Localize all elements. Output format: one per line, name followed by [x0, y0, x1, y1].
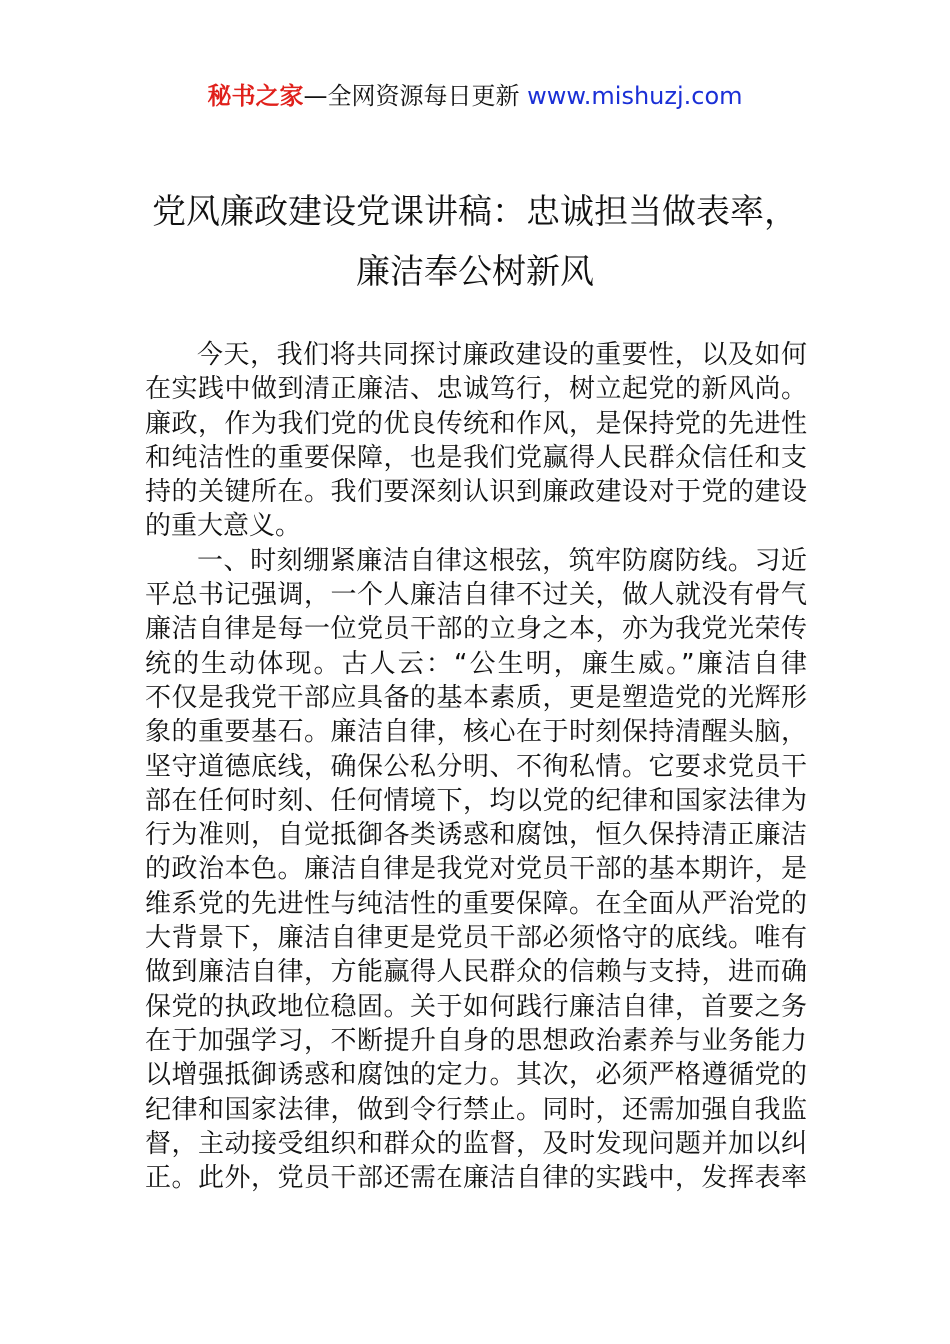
paragraph-line: 坚守道德底线，确保公私分明、不徇私情。它要求党员干 — [145, 751, 807, 782]
paragraph-line: 保党的执政地位稳固。关于如何践行廉洁自律，首要之务 — [145, 991, 807, 1022]
site-url-link[interactable]: www.mishuzj.com — [527, 82, 743, 110]
paragraph-line: 统的生动体现。古人云：“公生明，廉生威。”廉洁自律 — [145, 648, 807, 679]
paragraph-line: 做到廉洁自律，方能赢得人民群众的信赖与支持，进而确 — [145, 957, 807, 988]
paragraph-line: 正。此外，党员干部还需在廉洁自律的实践中，发挥表率 — [145, 1163, 807, 1194]
paragraph-line: 持的关键所在。我们要深刻认识到廉政建设对于党的建设 — [145, 477, 807, 508]
paragraph-line: 在实践中做到清正廉洁、忠诚笃行，树立起党的新风尚。 — [145, 374, 807, 405]
title-line-2: 廉洁奉公树新风 — [356, 252, 594, 292]
paragraph-line: 督，主动接受组织和群众的监督，及时发现问题并加以纠 — [145, 1128, 807, 1159]
paragraph-line: 以增强抵御诱惑和腐蚀的定力。其次，必须严格遵循党的 — [145, 1060, 807, 1091]
site-brand: 秘书之家 — [207, 82, 304, 110]
paragraph-line: 纪律和国家法律，做到令行禁止。同时，还需加强自我监 — [145, 1094, 807, 1125]
paragraph-line: 的政治本色。廉洁自律是我党对党员干部的基本期许，是 — [145, 854, 807, 885]
paragraph-line: 的重大意义。 — [145, 511, 302, 542]
paragraph-line: 今天，我们将共同探讨廉政建设的重要性，以及如何 — [197, 340, 807, 370]
paragraph-line: 廉政，作为我们党的优良传统和作风，是保持党的先进性 — [145, 408, 807, 439]
paragraph-line: 在于加强学习，不断提升自身的思想政治素养与业务能力 — [145, 1025, 807, 1056]
paragraph-line: 一、时刻绷紧廉洁自律这根弦，筑牢防腐防线。习近 — [197, 545, 807, 576]
paragraph-line: 平总书记强调，一个人廉洁自律不过关，做人就没有骨气 — [145, 580, 807, 611]
paragraph-line: 大背景下，廉洁自律更是党员干部必须恪守的底线。唯有 — [145, 923, 807, 954]
title-line-1: 党风廉政建设党课讲稿：忠诚担当做表率， — [152, 192, 798, 232]
document-title — [0, 182, 950, 302]
site-header — [0, 80, 950, 112]
site-tagline: —全网资源每日更新 — [303, 82, 520, 110]
paragraph-line: 部在任何时刻、任何情境下，均以党的纪律和国家法律为 — [145, 785, 807, 816]
paragraph-line: 和纯洁性的重要保障，也是我们党赢得人民群众信任和支 — [145, 442, 807, 473]
paragraph-line: 象的重要基石。廉洁自律，核心在于时刻保持清醒头脑， — [145, 717, 807, 748]
paragraph-line: 不仅是我党干部应具备的基本素质，更是塑造党的光辉形 — [145, 682, 807, 713]
paragraph-line: 行为准则，自觉抵御各类诱惑和腐蚀，恒久保持清正廉洁 — [145, 820, 807, 851]
document-body — [145, 338, 807, 1195]
paragraph-line: 廉洁自律是每一位党员干部的立身之本，亦为我党光荣传 — [145, 614, 807, 645]
paragraph-line: 维系党的先进性与纯洁性的重要保障。在全面从严治党的 — [145, 888, 807, 919]
